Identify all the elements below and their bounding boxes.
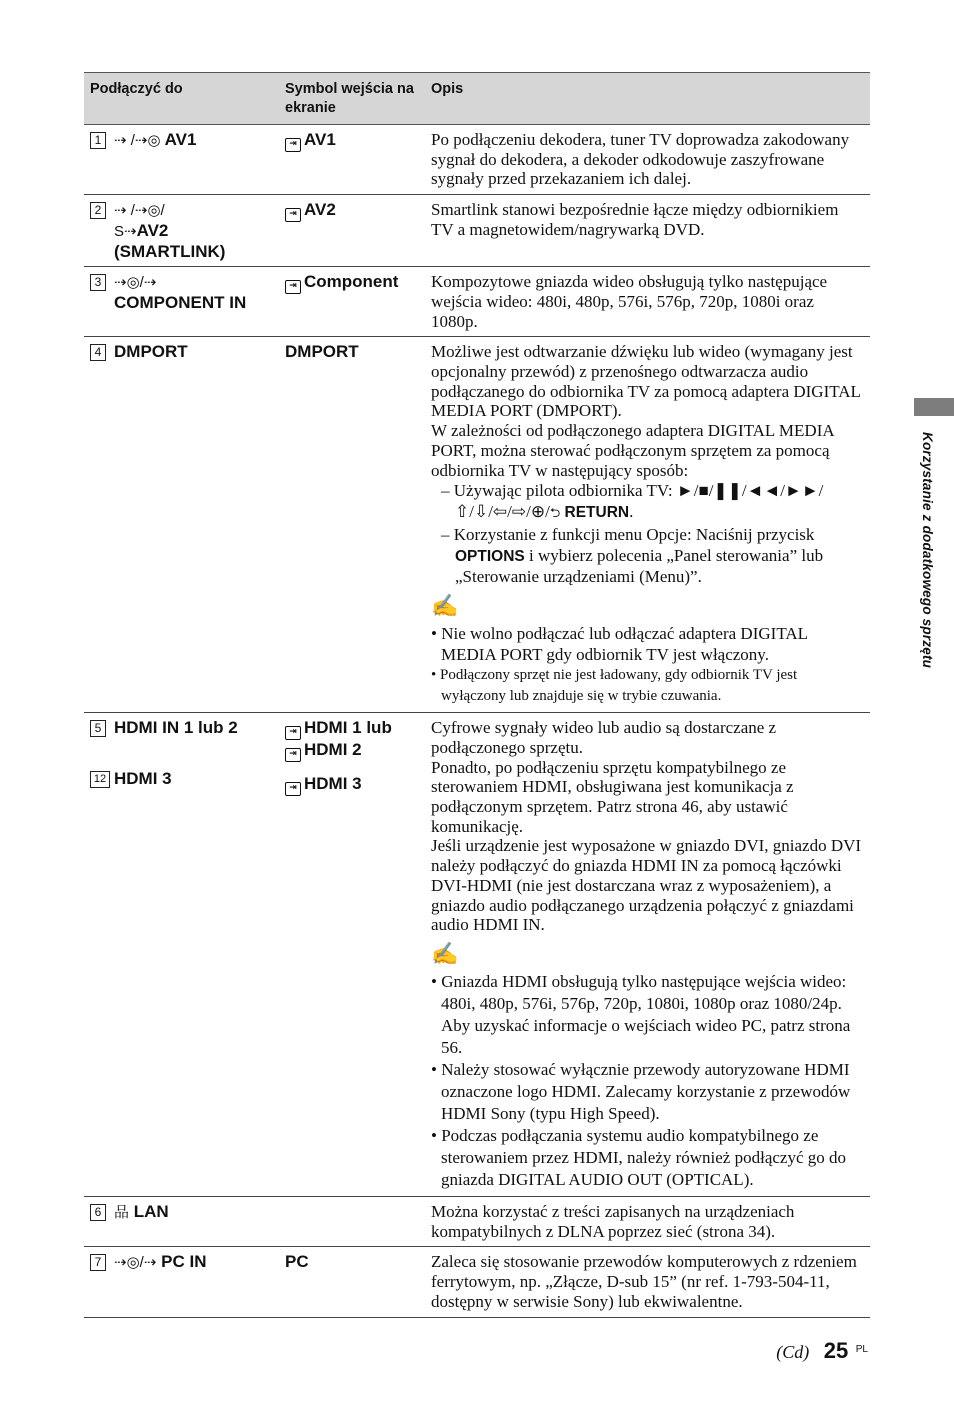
table-row: [84, 337, 870, 713]
table-row: [84, 1196, 870, 1246]
input-symbol: PC: [279, 1247, 425, 1317]
connector-label: DMPORT: [114, 342, 188, 362]
table-header: [84, 73, 870, 125]
smartlink-icon: S⇢: [114, 222, 137, 240]
connector-icon: ⇢ /⇢◎/: [114, 202, 165, 220]
note-icon: ✍: [431, 940, 459, 966]
input-symbol: HDMI 2: [304, 740, 362, 760]
input-icon: ⇥: [285, 782, 301, 796]
description: Po podłączeniu dekodera, tuner TV doprowadza zakodowany sygnał do dekodera, a dekoder odkodowuje zaszyfrowane sygnały przed przekazaniem ich dalej.: [425, 125, 870, 195]
connector-icon: ⇢◎/⇢: [114, 1254, 157, 1272]
input-icon: ⇥: [285, 726, 301, 740]
connector-label: HDMI 3: [114, 768, 172, 788]
connector-sublabel: (SMARTLINK): [114, 241, 226, 261]
row-number: 12: [90, 771, 110, 788]
input-icon: ⇥: [285, 748, 301, 762]
input-symbol: HDMI 3: [304, 774, 362, 794]
input-icon: ⇥: [285, 208, 301, 222]
input-symbol: AV2: [304, 200, 336, 220]
page-footer: [776, 1338, 868, 1364]
header-connect-to: Podłączyć do: [84, 73, 279, 125]
input-symbol: DMPORT: [279, 337, 425, 713]
row-number: 6: [90, 1204, 106, 1221]
note-bullet: • Nie wolno podłączać lub odłączać adaptera DIGITAL MEDIA PORT gdy odbiornik TV jest włączony.: [431, 624, 808, 665]
header-input-symbol: Symbol wejścia na ekranie: [279, 73, 425, 125]
input-symbol: AV1: [304, 130, 336, 149]
connector-label: HDMI IN 1 lub 2: [114, 718, 238, 738]
connections-table: [84, 72, 870, 1318]
note-icon: ✍: [431, 593, 459, 619]
note-bullet: • Gniazda HDMI obsługują tylko następujące wejścia wideo: 480i, 480p, 576i, 576p, 720p, 1080i, 1080p oraz 1080/24p. Aby uzyskać informacje o wejściach wideo PC, patrz strona 56.: [431, 971, 851, 1057]
continued-label: (Cd): [776, 1342, 810, 1362]
table-row: [84, 713, 870, 1197]
connector-label: AV2: [136, 220, 169, 240]
description: Zaleca się stosowanie przewodów komputerowych z rdzeniem ferrytowym, np. „Złącze, D-sub 15” (nr ref. 1-793-504-11, dostępny w serwisie Sony) lub ekwiwalentne.: [425, 1247, 870, 1317]
connector-icon: ⇢ /⇢◎: [114, 132, 161, 149]
input-symbol: Component: [304, 272, 399, 292]
input-icon: ⇥: [285, 280, 301, 294]
description: Smartlink stanowi bezpośrednie łącze między odbiornikiem TV a magnetowidem/nagrywarką DVD.: [425, 195, 870, 267]
input-symbol: HDMI 1 lub: [304, 718, 392, 738]
connector-label: PC IN: [161, 1252, 207, 1272]
row-number: 7: [90, 1254, 106, 1271]
row-number: 3: [90, 274, 106, 291]
table-row: [84, 1247, 870, 1317]
description: Cyfrowe sygnały wideo lub audio są dostarczane z podłączonego sprzętu. Ponadto, po podłączeniu sprzętu kompatybilnego ze sterowaniem HDMI, obsługiwana jest komunikacja z podłączonym sprzętem. Patrz strona 46, aby ustawić komunikację. Jeśli urządzenie jest wyposażone w gniazdo DVI, gniazdo DVI należy podłączyć do gniazda HDMI IN za pomocą łączówki DVI-HDMI (nie jest dostarczana wraz z wyposażeniem), a gniazdo audio podłączanego urządzenia połączyć z gniazdami audio HDMI IN. ✍ • Gniazda HDMI obsługują tylko następujące wejścia wideo: 480i, 480p, 576i, 576p, 720p, 1080i, 1080p oraz 1080/24p. Aby uzyskać informacje o wejściach wideo PC, patrz strona 56. • Należy stosować wyłącznie przewody autoryzowane HDMI oznaczone logo HDMI. Zalecamy korzystanie z przewodów HDMI Sony (typu High Speed). • Podczas podłączania systemu audio kompatybilnego ze sterowaniem przez HDMI, należy również podłączyć go do gniazda DIGITAL AUDIO OUT (OPTICAL).: [425, 713, 870, 1197]
arrow-keys-icons: ⇧/⇩/⇦/⇨/⊕/: [455, 502, 550, 522]
page-number: 25: [823, 1338, 849, 1363]
return-icon: ⮌: [549, 506, 561, 522]
row-number: 5: [90, 720, 106, 737]
note-bullet: • Podczas podłączania systemu audio kompatybilnego ze sterowaniem przez HDMI, należy również podłączyć go do gniazda DIGITAL AUDIO OUT (OPTICAL).: [431, 1125, 847, 1189]
options-button-label: OPTIONS: [455, 548, 525, 566]
note-bullet: • Należy stosować wyłącznie przewody autoryzowane HDMI oznaczone logo HDMI. Zalecamy korzystanie z przewodów HDMI Sony (typu High Speed).: [431, 1059, 851, 1123]
connector-label: COMPONENT IN: [114, 292, 247, 312]
description: Możliwe jest odtwarzanie dźwięku lub wideo (wymagany jest opcjonalny przewód) z przenośnego odtwarzacza audio podłączanego do odbiornika TV za pomocą adaptera DIGITAL MEDIA PORT (DMPORT). W zależności od podłączonego adaptera DIGITAL MEDIA PORT, można sterować podłączonym sprzętem za pomocą odbiornika TV w następujący sposób: – Używając pilota odbiornika TV: ►/■/❚❚/◄◄/►►/ ⇧/⇩/⇦/⇨/⊕/⮌ RETURN. – Korzystanie z funkcji menu Opcje: Naciśnij przycisk OPTIONS i wybierz polecenia „Panel sterowania” lub „Sterowanie urządzeniami (Menu)”. ✍ • Nie wolno podłączać lub odłączać adaptera DIGITAL MEDIA PORT gdy odbiornik TV jest włączony. • Podłączony sprzęt nie jest ładowany, gdy odbiornik TV jest wyłączony lub znajduje się w trybie czuwania.: [425, 337, 870, 713]
connector-label: AV1: [164, 130, 197, 149]
input-icon: ⇥: [285, 138, 301, 152]
connector-label: LAN: [133, 1201, 169, 1221]
side-tab-marker: [914, 398, 954, 416]
table-row: [84, 125, 870, 195]
connector-icon: ⇢◎/⇢: [114, 274, 157, 292]
table-row: [84, 267, 870, 337]
description: Kompozytowe gniazda wideo obsługują tylko następujące wejścia wideo: 480i, 480p, 576i, 576p, 720p, 1080i oraz 1080p.: [425, 267, 870, 337]
row-number: 1: [90, 132, 106, 149]
side-section-label: Korzystanie z dodatkowego sprzętu: [920, 432, 935, 669]
language-code: PL: [855, 1344, 868, 1355]
row-number: 2: [90, 202, 106, 219]
table-row: [84, 195, 870, 267]
note-bullet: • Podłączony sprzęt nie jest ładowany, gdy odbiornik TV jest wyłączony lub znajduje się w trybie czuwania.: [431, 667, 798, 705]
description: Można korzystać z treści zapisanych na urządzeniach kompatybilnych z DLNA poprzez sieć (strona 34).: [425, 1196, 870, 1246]
network-icon: 品: [114, 1203, 130, 1221]
header-description: Opis: [425, 73, 870, 125]
row-number: 4: [90, 344, 106, 361]
